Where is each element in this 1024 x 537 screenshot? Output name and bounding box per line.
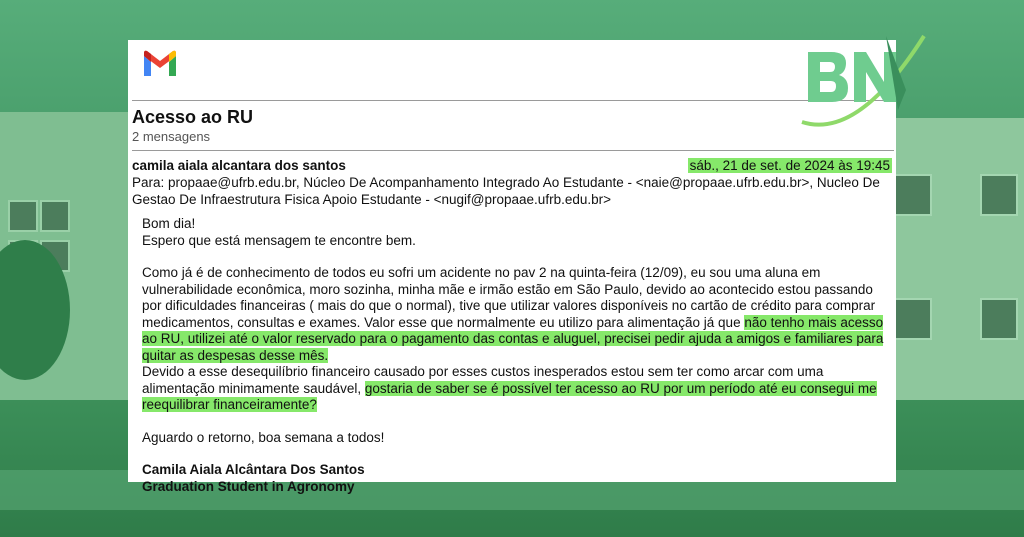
greeting: Bom dia!: [142, 216, 196, 231]
email-body: [142, 216, 890, 511]
email-subject: Acesso ao RU: [132, 107, 254, 127]
signature-title: Graduation Student in Agronomy: [142, 478, 355, 494]
email-date: sáb., 21 de set. de 2024 às 19:45: [689, 158, 890, 173]
paragraph-1-highlight: não tenho mais acesso ao RU, utilizei até o valor reservado para o pagamento das contas e aluguel, precisei pedir ajuda a amigos e familiares para quitar as despesas desse mês.: [142, 314, 884, 363]
building-window: [40, 200, 70, 232]
divider: [132, 150, 894, 151]
gmail-logo-icon: [142, 48, 178, 78]
message-count: 2 mensagens: [132, 129, 211, 144]
paragraph-2-highlight: gostaria de saber se é possível ter acesso ao RU por um período até eu consegui me reequilibrar financeiramente?: [142, 380, 877, 412]
email-screenshot-card: [128, 40, 896, 494]
background-building-right: [880, 118, 1024, 408]
paragraph-2-text: Devido a esse desequilíbrio financeiro causado por esses custos inesperados estou sem ter como arcar com uma alimentação minimamente saudável,: [142, 364, 824, 396]
greeting-line-2: Espero que está mensagem te encontre bem.: [142, 232, 416, 248]
sender-name: camila aiala alcantara dos santos: [132, 158, 346, 173]
building-window: [980, 298, 1018, 340]
paragraph-1-text: Como já é de conhecimento de todos eu sofri um acidente no pav 2 na quinta-feira (12/09), eu sou uma aluna em vulnerabilidade econômica, moro sozinha, minha mãe e irmão estão em São Paulo, devido ao acontecido estou passando por dificuldades financeiras ( mais do que o normal), tive que utilizar valores disponíveis no cartão de crédito para comprar medicamentos, consultas e exames. Valor esse que normalmente eu utilizo para alimentação já que: [142, 265, 876, 330]
building-window: [894, 298, 932, 340]
building-window: [894, 174, 932, 216]
recipients: Para: propaae@ufrb.edu.br, Núcleo De Acompanhamento Integrado Ao Estudante - <naie@propaae.ufrb.edu.br>, Nucleo De Gestao De Infraestrutura Fisica Apoio Estudante - <nugif@propaae.ufrb.edu.br>: [132, 175, 880, 207]
closing-line: Aguardo o retorno, boa semana a todos!: [142, 429, 385, 445]
divider: [132, 100, 894, 101]
bn-logo: [798, 30, 928, 140]
building-window: [8, 200, 38, 232]
signature-name: Camila Aiala Alcântara Dos Santos: [142, 462, 365, 477]
building-window: [980, 174, 1018, 216]
